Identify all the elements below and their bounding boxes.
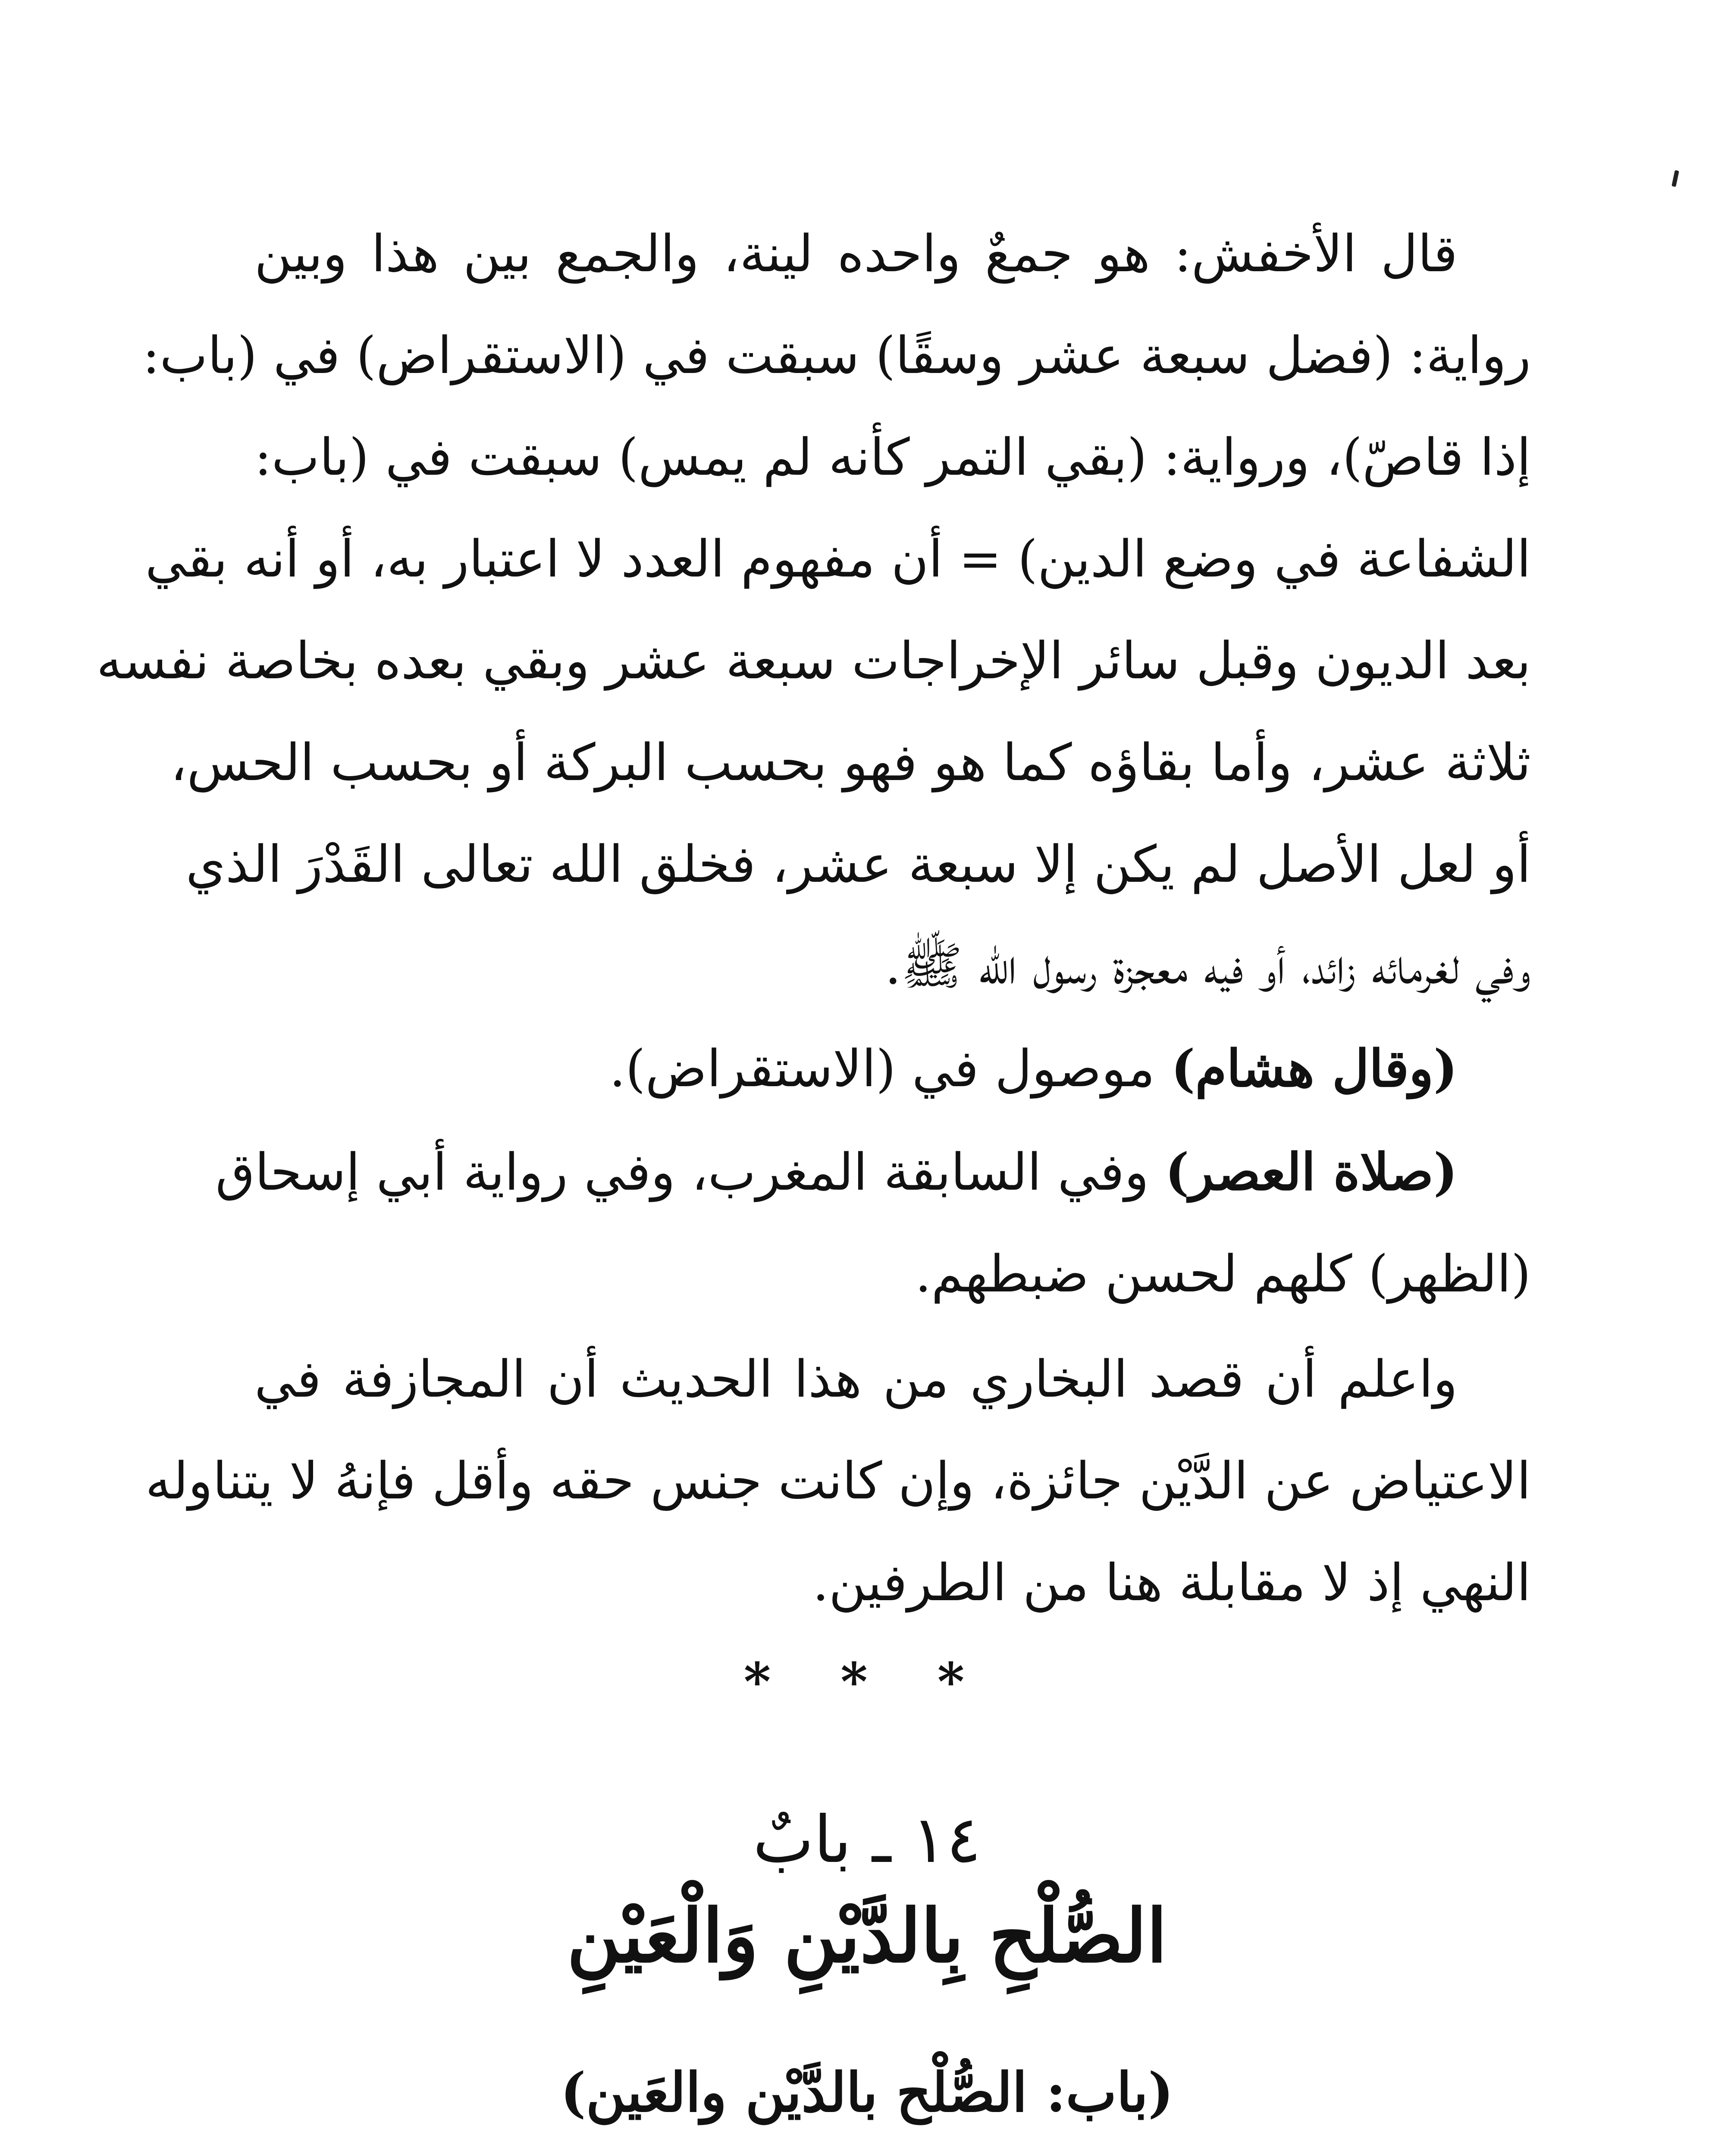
- chapter-title: الصُّلْحِ بِالدَّيْنِ وَالْعَيْنِ: [567, 1893, 1167, 1979]
- bold-phrase: (وقال هشام): [1171, 1038, 1458, 1098]
- paragraph-asr: [215, 1121, 1531, 1325]
- chapter-subtitle: (باب: الصُّلْح بالدَّيْن والعَين): [560, 2061, 1174, 2124]
- text-line: [254, 1018, 1531, 1119]
- text-line: الاعتياض عن الدَّيْن جائزة، وإن كانت جنس حقه وأقل فإنهُ لا يتناوله: [145, 1451, 1531, 1510]
- text-line: النهي إذ لا مقابلة هنا من الطرفين.: [812, 1553, 1531, 1612]
- text-line: رواية: (فضل سبعة عشر وسقًا) سبقت في (الاستقراض) في (باب:: [142, 326, 1531, 385]
- text-line: قال الأخفش: هو جمعٌ واحده لينة، والجمع بين هذا وبين: [254, 224, 1458, 283]
- text-line: الشفاعة في وضع الدين) = أن مفهوم العدد لا اعتبار به، أو أنه بقي: [145, 529, 1531, 589]
- text-run: موصول في (الاستقراض).: [609, 1039, 1171, 1098]
- paragraph-commentary: [96, 203, 1531, 1017]
- text-line: أو لعل الأصل لم يكن إلا سبعة عشر، فخلق الله تعالى القَدْرَ الذي: [185, 834, 1531, 894]
- text-line: وفي لغرمائه زائد، أو فيه معجزة رسول الله ﷺ.: [885, 936, 1531, 996]
- paragraph-conclusion: [145, 1328, 1531, 1633]
- text-line: [215, 1121, 1531, 1223]
- section-separator: * * *: [743, 1651, 991, 1712]
- text-line: ثلاثة عشر، وأما بقاؤه كما هو فهو بحسب البركة أو بحسب الحس،: [170, 733, 1531, 792]
- bold-phrase: (صلاة العصر): [1165, 1142, 1458, 1202]
- paragraph-hisham: [254, 1018, 1531, 1119]
- text-line: إذا قاصّ)، ورواية: (بقي التمر كأنه لم يمس) سبقت في (باب:: [254, 427, 1531, 487]
- text-line: بعد الديون وقبل سائر الإخراجات سبعة عشر وبقي بعده بخاصة نفسه: [96, 631, 1531, 690]
- chapter-number: ١٤ ـ بابٌ: [753, 1802, 981, 1877]
- text-run: وفي السابقة المغرب، وفي رواية أبي إسحاق: [215, 1142, 1165, 1202]
- text-line: واعلم أن قصد البخاري من هذا الحديث أن المجازفة في: [254, 1349, 1458, 1409]
- scan-speck: [1671, 170, 1679, 187]
- text-line: (الظهر) كلهم لحسن ضبطهم.: [915, 1244, 1531, 1304]
